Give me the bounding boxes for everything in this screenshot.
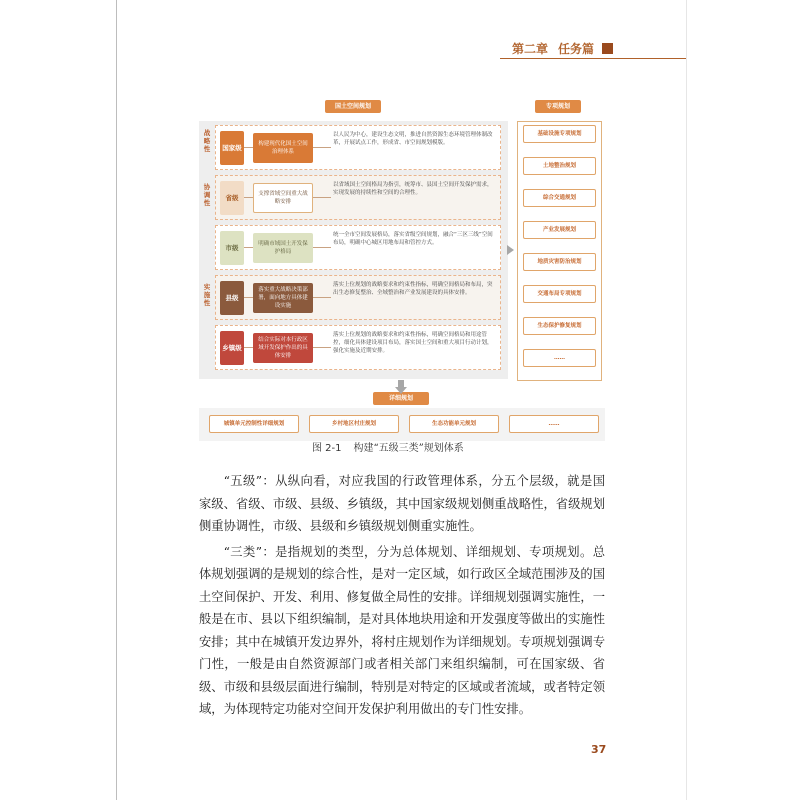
level-description: 落实上位规划的战略要求和约束性指标，明确空间格局和用途管控，细化具体建设项目布局，落实国土空间和重大项目行动计划，强化实施及近期安排。	[333, 332, 493, 354]
chapter-number: 第二章	[512, 41, 549, 56]
level-role: 明确市域国土开发保护格局	[253, 233, 313, 263]
level-row-county	[215, 275, 501, 320]
spatial-plan-title: 国土空间规划	[325, 100, 381, 113]
planning-system-diagram	[199, 103, 605, 441]
detail-plan-item: 生态功能单元规划	[409, 415, 499, 433]
implementation-label: 实施性	[203, 283, 211, 307]
level-role: 支撑省域空间重大战略安排	[253, 183, 313, 213]
chapter-header	[512, 38, 613, 58]
special-plan-title: 专项规划	[535, 100, 581, 113]
detail-plan-item: 乡村地区村庄规划	[309, 415, 399, 433]
level-description: 统一全市空间发展格局，落实省级空间规划，融合“三区三线”空间布局，明确中心城区用地布局和管控方式。	[333, 232, 493, 246]
detail-plan-title: 详细规划	[373, 392, 429, 405]
level-row-national	[215, 125, 501, 170]
figure-title: 构建“五级三类”规划体系	[353, 443, 464, 454]
chapter-square-icon	[602, 43, 613, 54]
detail-plan-item: 城镇单元控制性详细规划	[209, 415, 299, 433]
arrow-down-icon	[395, 380, 407, 394]
page-number: 37	[591, 743, 607, 756]
detail-plan-item: ……	[509, 415, 599, 433]
header-rule	[500, 58, 686, 59]
special-plan-item: 交通布局专项规划	[523, 285, 596, 303]
special-plan-item: 综合交通规划	[523, 189, 596, 207]
special-plan-item: 基础设施专项规划	[523, 125, 596, 143]
level-row-city	[215, 225, 501, 270]
level-name: 县级	[220, 281, 244, 315]
special-plan-item: 地质灾害防治规划	[523, 253, 596, 271]
paragraph: “五级”：从纵向看，对应我国的行政管理体系，分五个层级，就是国家级、省级、市级、县级、乡镇级，其中国家级规划侧重战略性，省级规划侧重协调性，市级、县级和乡镇级规划侧重实施性。	[199, 474, 605, 533]
body-text	[199, 470, 605, 724]
level-role: 结合实际对本行政区域开发保护作出的具体安排	[253, 333, 313, 363]
level-name: 乡镇级	[220, 331, 244, 365]
figure-number: 图 2-1	[312, 443, 342, 454]
figure-caption	[312, 439, 464, 454]
level-name: 省级	[220, 181, 244, 215]
special-plan-item: ……	[523, 349, 596, 367]
level-role: 落实重大战略决策部署，面向地方具体建设实施	[253, 283, 313, 313]
paragraph: “三类”：是指规划的类型，分为总体规划、详细规划、专项规划。总体规划强调的是规划的综合性，是对一定区域，如行政区全域范围涉及的国土空间保护、开发、利用、修复做全局性的安排。详细规划强调实施性，一般是在市、县以下组织编制，是对具体地块用途和开发强度等做出的实施性安排；其中在城镇开发边界外，将村庄规划作为详细规划。专项规划强调专门性，一般是由自然资源部门或者相关部门来组织编制，可在国家级、省级、市级和县级层面进行编制，特别是对特定的区域或者流域，或者特定领域，为体现特定功能对空间开发保护利用做出的专门性安排。	[199, 544, 605, 716]
level-name: 市级	[220, 231, 244, 265]
level-description: 以人民为中心，建设生态文明，推进自然资源生态环境管理体制改革，开展试点工作，形成省、市空间规划模版。	[333, 132, 493, 146]
chapter-section: 任务篇	[558, 41, 595, 56]
level-role: 构建现代化国土空间治理体系	[253, 133, 313, 163]
special-plan-item: 产业发展规划	[523, 221, 596, 239]
special-plan-item: 生态保护修复规划	[523, 317, 596, 335]
page-left-edge	[116, 0, 117, 800]
strategic-label: 战略性	[203, 129, 211, 153]
coordination-label: 协调性	[203, 183, 211, 207]
level-row-provincial	[215, 175, 501, 220]
level-name: 国家级	[220, 131, 244, 165]
level-row-township	[215, 325, 501, 370]
page-right-edge	[686, 0, 687, 800]
level-description: 落实上位规划的战略要求和约束性指标，明确空间格局和布局，突出生态修复整治、全域整治和产业发展建设的具体安排。	[333, 282, 493, 296]
level-description: 以省域国土空间格局为指引，统筹市、县国土空间开发保护需求，实现发展的持续性和空间的合理性。	[333, 182, 493, 196]
special-plan-item: 土地整治规划	[523, 157, 596, 175]
arrow-right-icon	[507, 245, 514, 255]
